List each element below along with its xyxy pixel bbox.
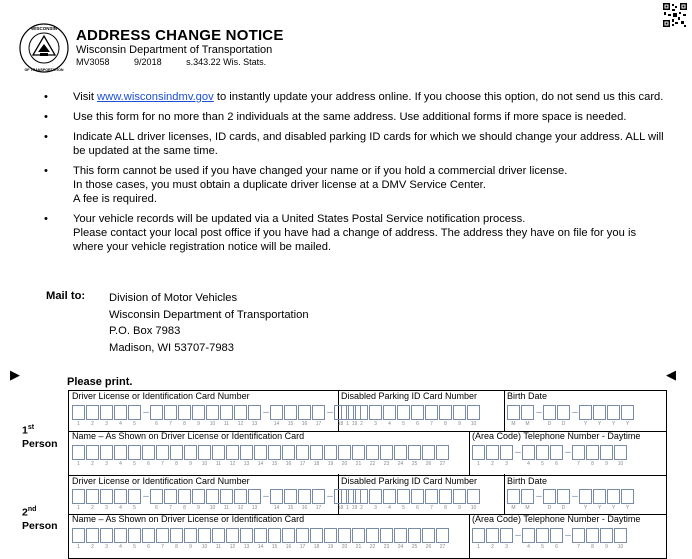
svg-text:WISCONSIN: WISCONSIN: [30, 26, 58, 31]
character-box[interactable]: 4: [383, 489, 396, 504]
character-box[interactable]: 4: [383, 405, 396, 420]
character-box[interactable]: 8: [439, 489, 452, 504]
character-box[interactable]: 14: [254, 528, 267, 543]
separator-dash: –: [327, 491, 333, 502]
character-box[interactable]: 11: [212, 445, 225, 460]
character-box[interactable]: 17: [296, 445, 309, 460]
birth-date-field[interactable]: [507, 405, 635, 427]
list-item: • Indicate ALL driver licenses, ID cards, and disabled parking ID cards for which we should change your address. ALL will be updated at the same time.: [44, 131, 664, 157]
character-box[interactable]: 7: [156, 528, 169, 543]
character-box[interactable]: 11: [212, 528, 225, 543]
character-box[interactable]: D: [557, 489, 570, 504]
character-box[interactable]: 8: [170, 528, 183, 543]
character-box[interactable]: 18: [310, 528, 323, 543]
character-box[interactable]: 5: [536, 528, 549, 543]
character-box[interactable]: 4: [522, 528, 535, 543]
separator-dash: –: [515, 447, 521, 458]
character-box[interactable]: 1: [72, 445, 85, 460]
form-number: MV3058: [76, 57, 110, 67]
character-box[interactable]: 2: [86, 489, 99, 504]
character-box[interactable]: 8: [170, 445, 183, 460]
separator-dash: –: [143, 407, 149, 418]
character-box[interactable]: 2: [86, 445, 99, 460]
character-box[interactable]: Y: [607, 405, 620, 420]
character-box[interactable]: 4: [114, 528, 127, 543]
character-box[interactable]: 7: [164, 405, 177, 420]
character-box[interactable]: 6: [142, 445, 155, 460]
character-box[interactable]: 10: [467, 405, 480, 420]
character-box[interactable]: 9: [192, 489, 205, 504]
character-box[interactable]: 16: [298, 489, 311, 504]
character-box[interactable]: 6: [550, 445, 563, 460]
character-box[interactable]: 4: [522, 445, 535, 460]
character-box[interactable]: 23: [380, 445, 393, 460]
character-box[interactable]: 16: [282, 445, 295, 460]
separator-dash: –: [572, 407, 578, 418]
separator-dash: –: [143, 491, 149, 502]
character-box[interactable]: 5: [397, 405, 410, 420]
telephone-field[interactable]: [472, 528, 628, 550]
character-box[interactable]: 8: [178, 489, 191, 504]
wisdot-seal: [18, 22, 70, 74]
character-box[interactable]: 5: [128, 405, 141, 420]
character-box[interactable]: 1: [341, 405, 354, 420]
mailing-address: Division of Motor Vehicles Wisconsin Department of Transportation P.O. Box 7983 Madison, WI 53707-7983: [109, 292, 309, 354]
driver-license-number-field[interactable]: [72, 405, 362, 427]
character-box[interactable]: 3: [100, 405, 113, 420]
character-box[interactable]: 18: [334, 405, 347, 420]
instructions-list: [44, 90, 664, 260]
please-print-label: Please print.: [67, 376, 133, 388]
character-box[interactable]: 15: [284, 489, 297, 504]
character-box[interactable]: 10: [467, 489, 480, 504]
character-box[interactable]: 7: [572, 445, 585, 460]
character-box[interactable]: 15: [284, 405, 297, 420]
character-box[interactable]: 5: [397, 489, 410, 504]
character-box[interactable]: 18: [334, 489, 347, 504]
character-box[interactable]: 15: [268, 445, 281, 460]
character-box[interactable]: M: [521, 489, 534, 504]
character-box[interactable]: 25: [408, 528, 421, 543]
character-box[interactable]: 27: [436, 528, 449, 543]
character-box[interactable]: 1: [72, 528, 85, 543]
character-box[interactable]: 8: [586, 445, 599, 460]
separator-dash: –: [263, 491, 269, 502]
svg-text:OF TRANSPORTATION: OF TRANSPORTATION: [24, 68, 64, 72]
character-box[interactable]: Y: [621, 405, 634, 420]
right-arrow-icon: ◀: [666, 367, 676, 382]
character-box[interactable]: D: [557, 405, 570, 420]
character-box[interactable]: 19: [348, 489, 361, 504]
character-box[interactable]: 1: [472, 528, 485, 543]
character-box[interactable]: 24: [394, 445, 407, 460]
character-box[interactable]: 19: [324, 445, 337, 460]
character-box[interactable]: 2: [486, 528, 499, 543]
character-box[interactable]: 22: [366, 528, 379, 543]
character-box[interactable]: 1: [341, 489, 354, 504]
character-box[interactable]: 12: [226, 445, 239, 460]
character-box[interactable]: 2: [86, 405, 99, 420]
character-box[interactable]: 2: [486, 445, 499, 460]
character-box[interactable]: 10: [198, 445, 211, 460]
department-name: Wisconsin Department of Transportation: [76, 44, 273, 56]
character-box[interactable]: 17: [296, 528, 309, 543]
form-date: 9/2018: [134, 57, 162, 67]
character-box[interactable]: 9: [192, 405, 205, 420]
character-box[interactable]: M: [507, 405, 520, 420]
separator-dash: –: [565, 530, 571, 541]
character-box[interactable]: 6: [550, 528, 563, 543]
character-box[interactable]: Y: [579, 405, 592, 420]
character-box[interactable]: 5: [128, 528, 141, 543]
separator-dash: –: [263, 407, 269, 418]
character-box[interactable]: M: [521, 405, 534, 420]
character-box[interactable]: 23: [380, 528, 393, 543]
character-box[interactable]: Y: [607, 489, 620, 504]
character-box[interactable]: 4: [114, 405, 127, 420]
qr-code-icon: [663, 3, 687, 27]
character-box[interactable]: 5: [536, 445, 549, 460]
mail-to-label: Mail to:: [46, 290, 86, 302]
character-box[interactable]: 19: [348, 405, 361, 420]
separator-dash: –: [536, 407, 542, 418]
character-box[interactable]: 18: [310, 445, 323, 460]
character-box[interactable]: 2: [355, 489, 368, 504]
character-box[interactable]: 13: [240, 445, 253, 460]
telephone-field[interactable]: [472, 445, 628, 467]
character-box[interactable]: 7: [425, 489, 438, 504]
character-box[interactable]: 16: [282, 528, 295, 543]
character-box[interactable]: 26: [422, 528, 435, 543]
character-box[interactable]: 12: [234, 405, 247, 420]
character-box[interactable]: 27: [436, 445, 449, 460]
character-box[interactable]: 8: [178, 405, 191, 420]
person-1-label: 1st Person: [22, 424, 58, 450]
character-box[interactable]: 10: [614, 445, 627, 460]
character-box[interactable]: 6: [411, 405, 424, 420]
character-box[interactable]: 9: [600, 445, 613, 460]
character-box[interactable]: 26: [422, 445, 435, 460]
character-box[interactable]: D: [543, 489, 556, 504]
character-box[interactable]: 17: [312, 489, 325, 504]
character-box[interactable]: 3: [369, 489, 382, 504]
character-box[interactable]: Y: [593, 405, 606, 420]
character-box[interactable]: 7: [572, 528, 585, 543]
character-box[interactable]: 11: [220, 489, 233, 504]
character-box[interactable]: 1: [472, 445, 485, 460]
character-box[interactable]: 22: [366, 445, 379, 460]
separator-dash: –: [572, 491, 578, 502]
character-box[interactable]: 12: [234, 489, 247, 504]
left-arrow-icon: ▶: [10, 367, 20, 382]
full-name-field[interactable]: [72, 528, 450, 550]
separator-dash: –: [327, 407, 333, 418]
character-box[interactable]: D: [543, 405, 556, 420]
character-box[interactable]: 13: [240, 528, 253, 543]
list-item: • This form cannot be used if you have changed your name or if you hold a commercial driver license. In those cases, you must obtain a duplicate driver license at a DMV Service Center. A fee is required.: [44, 165, 568, 205]
character-box[interactable]: 14: [254, 445, 267, 460]
character-box[interactable]: 15: [268, 528, 281, 543]
character-box[interactable]: 9: [184, 528, 197, 543]
dmv-website-link[interactable]: www.wisconsindmv.gov: [97, 91, 214, 103]
character-box[interactable]: 4: [114, 445, 127, 460]
character-box[interactable]: 17: [312, 405, 325, 420]
page-title: ADDRESS CHANGE NOTICE: [76, 27, 284, 44]
character-box[interactable]: 7: [164, 489, 177, 504]
character-box[interactable]: 6: [411, 489, 424, 504]
separator-dash: –: [565, 447, 571, 458]
person-2-section: Driver License or Identification Card Number 1 2 3 4 5 – 6 7 8 9 10 11 12 13 – 14 15 16 17 – 18 19 Disabled Parking ID Card Number 1 2 3 4 5 6 7 8 9 10 Birth Date M M – D D – Y Y Y Y Name – As Shown on Driver License or Identification Card 1 2 3 4 5 6 7 8 9 10 11 12 13 14 15 16 17 18 19 20 21 22 23 24 25 26 27 (Area Code) Telephone Number - Daytime 1 2 3 – 4 5 6 – 7 8 9 10: [68, 474, 667, 559]
person-1-section: Driver License or Identification Card Number 1 2 3 4 5 – 6 7 8 9 10 11 12 13 – 14 15 16 17 – 18 19 Disabled Parking ID Card Number 1 2 3 4 5 6 7 8 9 10 Birth Date M M – D D – Y Y Y Y Name – As Shown on Driver License or Identification Card 1 2 3 4 5 6 7 8 9 10 11 12 13 14 15 16 17 18 19 20 21 22 23 24 25 26 27 (Area Code) Telephone Number - Daytime 1 2 3 – 4 5 6 – 7 8 9 10: [68, 390, 667, 476]
character-box[interactable]: 13: [248, 489, 261, 504]
separator-dash: –: [536, 491, 542, 502]
character-box[interactable]: 16: [298, 405, 311, 420]
character-box[interactable]: Y: [579, 489, 592, 504]
character-box[interactable]: 3: [500, 528, 513, 543]
character-box[interactable]: 3: [100, 445, 113, 460]
character-box[interactable]: 2: [355, 405, 368, 420]
character-box[interactable]: 7: [156, 445, 169, 460]
character-box[interactable]: 6: [150, 405, 163, 420]
character-box[interactable]: 7: [425, 405, 438, 420]
driver-license-number-field[interactable]: [72, 489, 362, 511]
character-box[interactable]: 9: [453, 489, 466, 504]
character-box[interactable]: 10: [206, 405, 219, 420]
character-box[interactable]: 6: [150, 489, 163, 504]
character-box[interactable]: 9: [600, 528, 613, 543]
character-box[interactable]: 3: [100, 489, 113, 504]
character-box[interactable]: 1: [72, 489, 85, 504]
list-item: • Visit www.wisconsindmv.gov to instantly update your address online. If you choose this option, do not send us this card.: [44, 91, 664, 103]
character-box[interactable]: 1: [72, 405, 85, 420]
person-2-label: 2nd Person: [22, 506, 58, 532]
character-box[interactable]: 21: [352, 445, 365, 460]
character-box[interactable]: 3: [500, 445, 513, 460]
character-box[interactable]: 5: [128, 489, 141, 504]
character-box[interactable]: 20: [338, 528, 351, 543]
character-box[interactable]: 14: [270, 405, 283, 420]
separator-dash: –: [515, 530, 521, 541]
full-name-field[interactable]: [72, 445, 450, 467]
character-box[interactable]: 3: [369, 405, 382, 420]
character-box[interactable]: 9: [453, 405, 466, 420]
character-box[interactable]: 24: [394, 528, 407, 543]
character-box[interactable]: 3: [100, 528, 113, 543]
character-box[interactable]: 25: [408, 445, 421, 460]
character-box[interactable]: 19: [324, 528, 337, 543]
character-box[interactable]: 10: [198, 528, 211, 543]
character-box[interactable]: 13: [248, 405, 261, 420]
character-box[interactable]: 14: [270, 489, 283, 504]
character-box[interactable]: 11: [220, 405, 233, 420]
list-item: • Your vehicle records will be updated via a United States Postal Service notification process. Please contact your local post office if you have had a change of address. The address they have on file for you is where your vehicle registration notice will be mailed.: [44, 213, 637, 253]
character-box[interactable]: 4: [114, 489, 127, 504]
character-box[interactable]: 2: [86, 528, 99, 543]
statute-reference: s.343.22 Wis. Stats.: [186, 57, 267, 67]
character-box[interactable]: Y: [621, 489, 634, 504]
character-box[interactable]: 8: [439, 405, 452, 420]
character-box[interactable]: Y: [593, 489, 606, 504]
character-box[interactable]: 10: [206, 489, 219, 504]
character-box[interactable]: 12: [226, 528, 239, 543]
character-box[interactable]: 6: [142, 528, 155, 543]
list-item: • Use this form for no more than 2 individuals at the same address. Use additional forms if more space is needed.: [44, 111, 627, 123]
character-box[interactable]: 8: [586, 528, 599, 543]
character-box[interactable]: 9: [184, 445, 197, 460]
character-box[interactable]: 5: [128, 445, 141, 460]
character-box[interactable]: M: [507, 489, 520, 504]
character-box[interactable]: 10: [614, 528, 627, 543]
character-box[interactable]: 20: [338, 445, 351, 460]
character-box[interactable]: 21: [352, 528, 365, 543]
birth-date-field[interactable]: [507, 489, 635, 511]
form-identifier: [76, 57, 288, 67]
